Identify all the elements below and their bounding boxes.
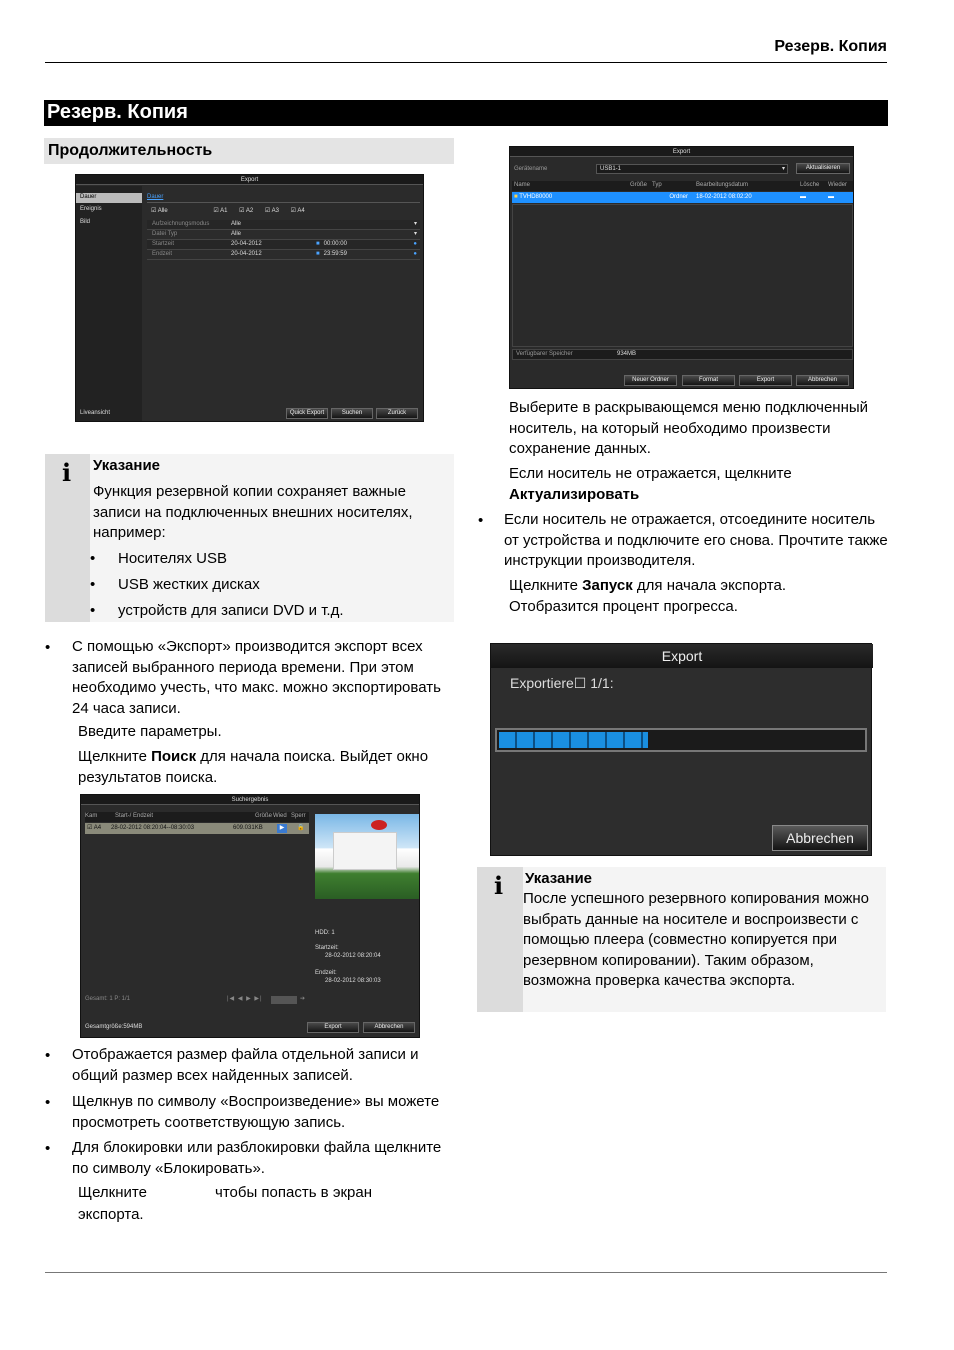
note-text: После успешного резервного копирования можно выбрать данные на носителе и воспроизвести с помощью плеера (совместно копируется при резервном копировании). Таким образом, возможна проверка качества экспорта.: [523, 890, 869, 989]
total-label: Gesamt: 1 P: 1/1: [85, 996, 131, 1002]
page-input[interactable]: [271, 996, 297, 1004]
row-aufzeichnungsmodus[interactable]: Aufzeichnungsmodus Alle ▾: [147, 220, 420, 230]
note-title: Указание: [93, 457, 161, 474]
preview-image: [315, 814, 419, 899]
device-select[interactable]: USB1-1 ▾: [596, 164, 788, 174]
note-box: [477, 867, 886, 1012]
paragraph: Для блокировки или разблокировки файла щелкните по символу «Блокировать».: [72, 1139, 442, 1177]
hdd-label: HDD: 1: [315, 930, 335, 936]
section-title: Резерв. Копия: [44, 100, 888, 126]
paragraph: Введите параметры.: [78, 723, 222, 740]
quick-export-button[interactable]: Quick Export: [286, 408, 328, 419]
end-label: Endzeit:: [315, 970, 337, 976]
paragraph: экспорта.: [78, 1206, 144, 1223]
paragraph: Щелкните Запуск для начала экспорта.: [509, 577, 786, 594]
note-box: i Указание Функция резервной копии сохраняет важные записи на подключенных внешних носителях, например: • Носителях USB • USB жестких дисках • устройств для записи DVD и т.д.: [45, 454, 454, 622]
table-row[interactable]: ■ TVHD80000 Ordner 18-02-2012 08:02:20 ▬ ▬: [512, 192, 853, 203]
progress-bar: [495, 728, 867, 752]
free-space-row: Verfügbarer Speicher 934MB: [512, 349, 853, 360]
note-list-item-text: Носителях USB: [118, 550, 227, 567]
note-text: Функция резервной копии сохраняет важные записи на подключенных внешних носителях, например:: [93, 483, 413, 541]
results-header: Kam Start-/ Endzeit Größe Wied Sperr: [85, 812, 309, 822]
camera-checkboxes: [151, 207, 416, 216]
format-button[interactable]: Format: [682, 375, 735, 386]
paragraph: Отобразится процент прогресса.: [509, 598, 738, 615]
tab-dauer[interactable]: Dauer: [147, 194, 164, 200]
abbrechen-button[interactable]: Abbrechen: [796, 375, 849, 386]
neuer-ordner-button[interactable]: Neuer Ordner: [624, 375, 677, 386]
paragraph: Если носитель не отражается, щелкните: [509, 465, 792, 482]
row-datei-typ[interactable]: Datei Typ Alle ▾: [147, 230, 420, 240]
play-icon[interactable]: ▶: [277, 824, 287, 833]
device-export-title: Export: [510, 147, 853, 157]
export-screen: [75, 174, 424, 422]
zurueck-button[interactable]: Zurück: [376, 408, 418, 419]
footer-rule: [45, 1272, 887, 1273]
cam-check-a1[interactable]: ☑ A1: [213, 208, 228, 214]
total-size: Gesamtgröße:594MB: [85, 1024, 143, 1030]
suchen-button[interactable]: Suchen: [331, 408, 373, 419]
files-header: Name Größe Typ Bearbeitungsdatum Lösche Wieder: [512, 181, 853, 191]
go-icon[interactable]: ➔: [300, 996, 306, 1002]
export-screen-title: Export: [76, 175, 423, 185]
search-results-title: Suchergebnis: [81, 795, 419, 805]
end-value: 28-02-2012 08:30:03: [325, 978, 381, 984]
cam-check-a4[interactable]: ☑ A4: [290, 208, 305, 214]
paragraph: С помощью «Экспорт» производится экспорт всех записей выбранного периода времени. При этом необходимо учесть, что макс. можно экспортировать 24 часа записи.: [72, 638, 441, 717]
note-list-item-text: USB жестких дисках: [118, 576, 260, 593]
paragraph: Актуализировать: [509, 486, 640, 503]
menu-item-ereignis[interactable]: Ereignis: [80, 206, 102, 212]
play-icon[interactable]: ▬: [828, 194, 834, 200]
page-header-title: Резерв. Копия: [774, 38, 887, 55]
abbrechen-button[interactable]: Abbrechen: [363, 1022, 415, 1033]
info-icon: i: [494, 871, 504, 900]
paragraph: Отображается размер файла отдельной записи и общий размер всех найденных записей.: [72, 1046, 419, 1084]
progress-label: Exportiere☐ 1/1:: [510, 675, 614, 691]
cam-check-a2[interactable]: ☑ A2: [239, 208, 254, 214]
menu-item-liveansicht[interactable]: Liveansicht: [80, 410, 111, 416]
start-value: 28-02-2012 08:20:04: [325, 953, 381, 959]
export-progress-screen: [490, 643, 872, 856]
progress-title: Export: [491, 644, 873, 668]
progress-fill: [499, 732, 648, 748]
paragraph: Если носитель не отражается, отсоедините носитель от устройства и подключите его снова. Прочтите также инструкции производителя.: [504, 511, 888, 569]
aktualisieren-button[interactable]: Aktualisieren: [796, 163, 850, 174]
paragraph: Выберите в раскрывающемся меню подключенный носитель, на который необходимо произвести сохранение данных.: [509, 399, 869, 457]
row-endzeit[interactable]: Endzeit 20-04-2012 ■ 23:59:59 ●: [147, 250, 420, 260]
export-menu: [76, 186, 142, 422]
note-list-item-text: устройств для записи DVD и т.д.: [118, 602, 344, 619]
subsection-title: Продолжительность: [44, 138, 454, 164]
lock-icon[interactable]: 🔒: [297, 825, 305, 831]
start-label: Startzeit:: [315, 945, 339, 951]
note-title: Указание: [525, 870, 593, 887]
paragraph: Щелкнув по символу «Воспроизведение» вы можете просмотреть соответствующую запись.: [72, 1093, 440, 1131]
export-button[interactable]: Export: [739, 375, 792, 386]
cam-check-alle[interactable]: ☑ Alle: [151, 208, 168, 214]
row-startzeit[interactable]: Startzeit 20-04-2012 ■ 00:00:00 ●: [147, 240, 420, 250]
delete-icon[interactable]: ▬: [800, 194, 806, 200]
menu-item-dauer[interactable]: Dauer: [76, 193, 142, 203]
pagination[interactable]: |◀ ◀ ▶ ▶|: [227, 996, 263, 1002]
abbrechen-button[interactable]: Abbrechen: [772, 825, 868, 851]
header-rule: [45, 62, 887, 63]
menu-item-bild[interactable]: Bild: [80, 219, 91, 225]
logo-icon: [371, 820, 387, 830]
device-export-screen: [509, 146, 854, 389]
cam-check-a3[interactable]: ☑ A3: [264, 208, 279, 214]
paragraph: Щелкните: [78, 1184, 147, 1201]
note-list-item: •: [90, 550, 96, 567]
device-label: Gerätename: [514, 166, 548, 172]
paragraph: Щелкните Поиск для начала поиска. Выйдет окно результатов поиска.: [78, 748, 429, 786]
export-button[interactable]: Export: [307, 1022, 359, 1033]
folder-icon: ■: [514, 194, 518, 200]
search-results-screen: [80, 794, 420, 1038]
info-icon: i: [62, 458, 72, 487]
paragraph: чтобы попасть в экран: [215, 1184, 373, 1201]
table-row[interactable]: ☑ A4 28-02-2012 08:20:04--08:30:03 609.031KB ▶ 🔒: [85, 823, 309, 834]
